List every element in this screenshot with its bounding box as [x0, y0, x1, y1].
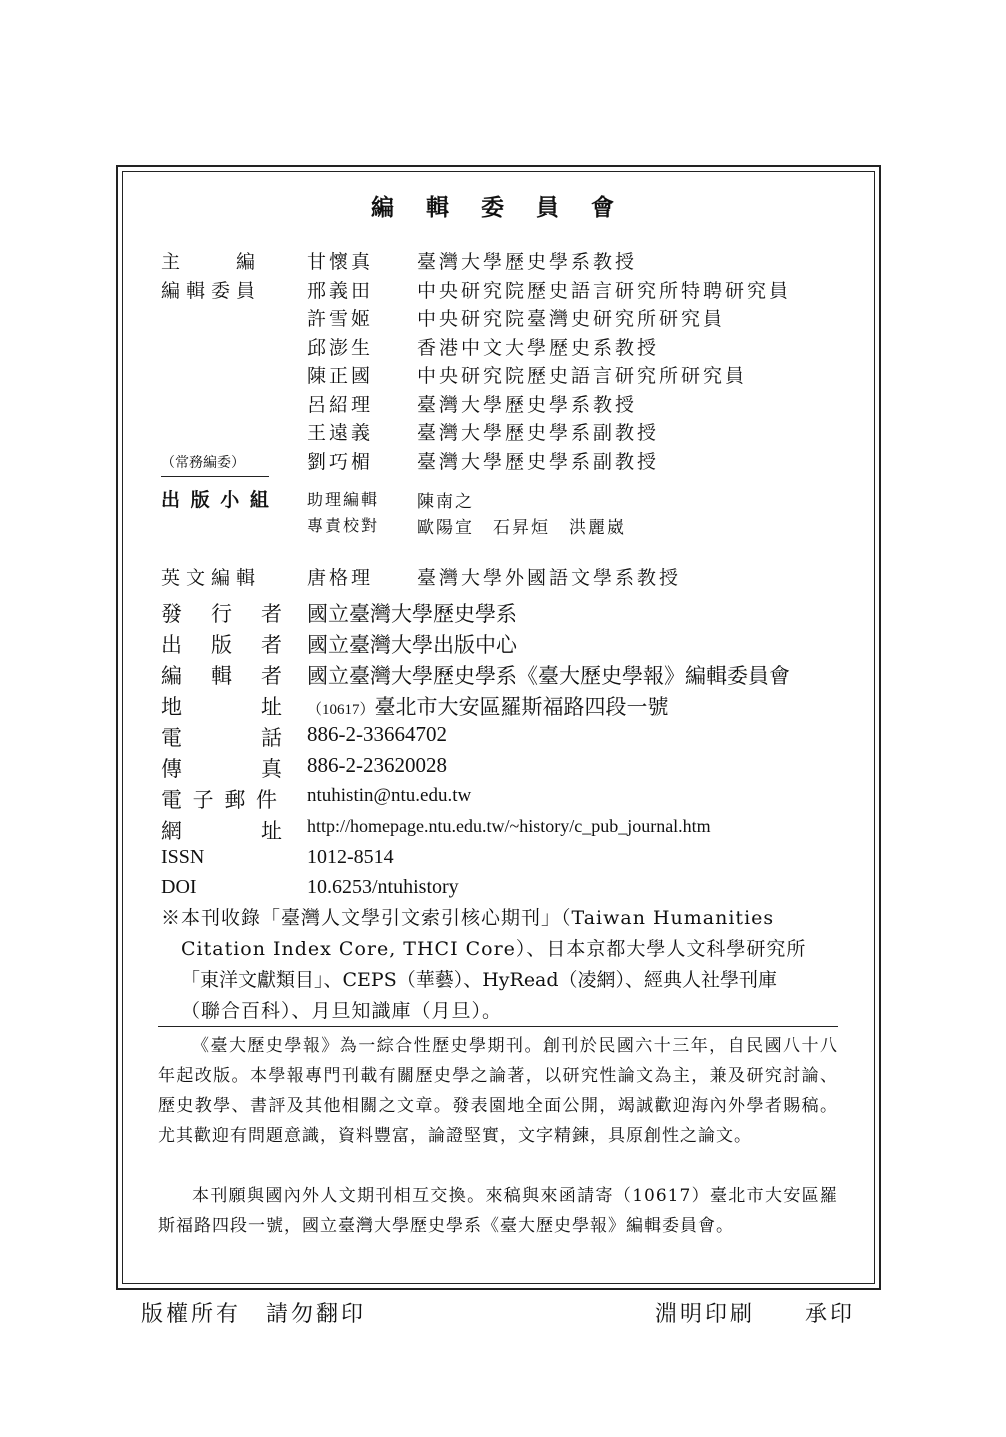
editor-affiliation: 臺灣大學歷史學系教授 — [417, 251, 638, 273]
publisher-value: 國立臺灣大學歷史學系 — [307, 602, 517, 626]
section-rule — [161, 476, 269, 477]
editor-affiliation: 臺灣大學歷史學系教授 — [417, 394, 638, 416]
english-editor-role: 英文編輯 — [161, 567, 262, 589]
editor-affiliation: 臺灣大學歷史學系副教授 — [417, 422, 660, 444]
index-note-line1: ※本刊收錄「臺灣人文學引文索引核心期刊」（Taiwan Humanities — [161, 907, 775, 929]
editorial-board-frame — [116, 165, 881, 1290]
website-label: 網 址 — [161, 819, 286, 843]
assistant-editor-name: 陳南之 — [417, 492, 474, 512]
fax-value: 886-2-23620028 — [307, 753, 447, 777]
printer-credit: 淵明印刷 承印 — [655, 1302, 856, 1327]
phone-value: 886-2-33664702 — [307, 722, 447, 746]
editor-name: 劉巧楣 — [307, 451, 374, 473]
editor-affiliation: 中央研究院歷史語言研究所特聘研究員 — [417, 280, 792, 302]
index-note-line4: （聯合百科）、月旦知識庫（月旦）。 — [181, 1000, 503, 1022]
publishing-group-heading: 出 版 小 組 — [161, 489, 271, 511]
note-rule — [158, 1026, 838, 1027]
doi-value: 10.6253/ntuhistory — [307, 876, 459, 898]
press-value: 國立臺灣大學出版中心 — [307, 633, 517, 657]
editor-affiliation: 香港中文大學歷史系教授 — [417, 337, 660, 359]
editor-org-label: 編 輯 者 — [161, 664, 286, 688]
press-label: 出 版 者 — [161, 633, 286, 657]
editor-name: 邱澎生 — [307, 337, 374, 359]
editor-name: 呂紹理 — [307, 394, 374, 416]
email-label: 電 子 郵 件 — [161, 788, 280, 812]
editor-affiliation: 中央研究院歷史語言研究所研究員 — [417, 365, 748, 387]
assistant-editor-role: 助理編輯 — [307, 490, 380, 509]
editor-org-value: 國立臺灣大學歷史學系《臺大歷史學報》編輯委員會 — [307, 664, 790, 688]
copyright-notice: 版權所有 請勿翻印 — [141, 1302, 367, 1327]
postal-code: （10617） — [307, 702, 375, 718]
address-label: 地 址 — [161, 695, 286, 719]
proofreader-role: 專責校對 — [307, 516, 380, 535]
doi-label: DOI — [161, 876, 197, 898]
editor-affiliation: 臺灣大學歷史學系副教授 — [417, 451, 660, 473]
role-chief-editor: 主 編 — [161, 251, 262, 273]
address-value — [307, 691, 669, 721]
editor-name: 王遠義 — [307, 422, 374, 444]
index-note-line3: 「東洋文獻類目」、CEPS（華藝）、HyRead（凌網）、經典人社學刊庫 — [181, 969, 778, 991]
editor-name: 邢義田 — [307, 280, 374, 302]
editor-affiliation: 中央研究院臺灣史研究所研究員 — [417, 308, 726, 330]
issn-label: ISSN — [161, 846, 205, 868]
submission-info: 本刊願與國內外人文期刊相互交換。來稿與來函請寄（10617）臺北市大安區羅斯福路四段一號，國立臺灣大學歷史學系《臺大歷史學報》編輯委員會。 — [158, 1186, 838, 1236]
issn-value: 1012-8514 — [307, 846, 394, 868]
role-editorial-board: 編輯委員 — [161, 280, 262, 302]
editor-name: 陳正國 — [307, 365, 374, 387]
phone-label: 電 話 — [161, 726, 286, 750]
publisher-label: 發 行 者 — [161, 602, 286, 626]
english-editor-affiliation: 臺灣大學外國語文學系教授 — [417, 567, 682, 589]
editor-name: 許雪姬 — [307, 308, 374, 330]
role-managing-editor: （常務編委） — [161, 455, 245, 471]
index-note-line2: Citation Index Core, THCI Core）、日本京都大學人文科學研究所 — [181, 938, 807, 960]
page-title: 編 輯 委 員 會 — [370, 194, 627, 221]
journal-description: 《臺大歷史學報》為一綜合性歷史學期刊。創刊於民國六十三年，自民國八十八年起改版。本學報專門刊載有關歷史學之論著，以研究性論文為主，兼及研究討論、歷史教學、書評及其他相關之文章。發表園地全面公開，竭誠歡迎海內外學者賜稿。尤其歡迎有問題意識，資料豐富，論證堅實，文字精鍊，具原創性之論文。 — [158, 1036, 838, 1146]
fax-label: 傳 真 — [161, 757, 286, 781]
address-text: 臺北市大安區羅斯福路四段一號 — [374, 695, 669, 719]
proofreader-names: 歐陽宣 石昇烜 洪麗崴 — [417, 518, 626, 538]
editor-name: 甘懷真 — [307, 251, 374, 273]
english-editor-name: 唐格理 — [307, 567, 374, 589]
website-value: http://homepage.ntu.edu.tw/~history/c_pub_journal.htm — [307, 816, 711, 836]
email-value: ntuhistin@ntu.edu.tw — [307, 785, 472, 806]
